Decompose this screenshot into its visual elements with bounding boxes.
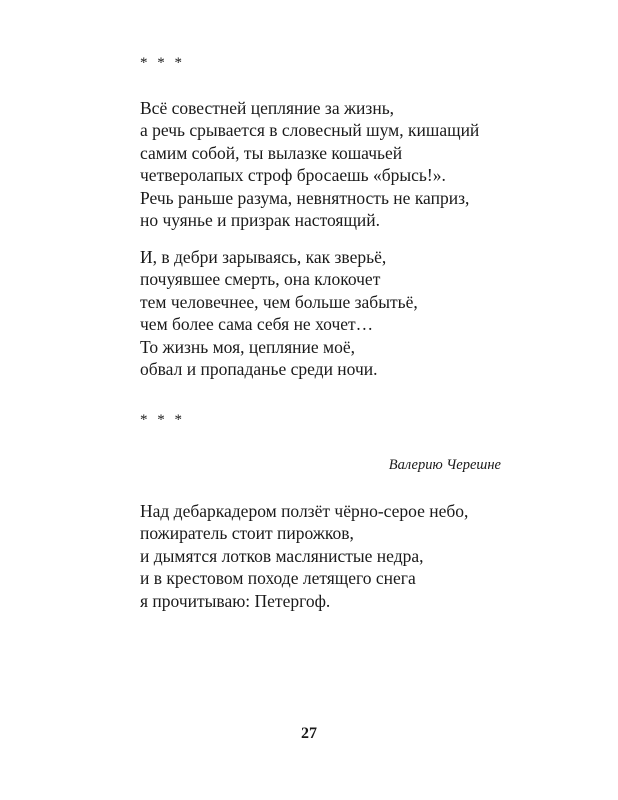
section-separator: * * * [140,55,185,71]
page-number: 27 [301,725,317,742]
poem-line: я прочитываю: Петергоф. [140,590,331,611]
poem-line: а речь срывается в словесный шум, кишащий [140,120,480,141]
poem-line: обвал и пропаданье среди ночи. [140,359,378,380]
poem-line: Речь раньше разума, невнятность не каприз, [140,187,470,208]
poem-line: чем более сама себя не хочет… [140,314,374,335]
poem-line: но чуянье и призрак настоящий. [140,210,381,231]
section-separator: * * * [140,412,185,428]
poem-line: пожиратель стоит пирожков, [140,523,354,544]
poem-line: самим собой, ты вылазке кошачьей [140,142,403,163]
poem-line: четверолапых строф бросаешь «брысь!». [140,165,446,186]
poem-stanza [140,246,418,380]
poem-line: Всё совестней цепляние за жизнь, [140,98,395,118]
poem-dedication: Валерию Черешне [388,457,501,473]
poem-line: почуявшее смерть, она клокочет [140,269,381,290]
poem-line: тем человечнее, чем больше забытьё, [140,291,418,312]
poem-line: и в крестовом походе летящего снега [140,568,416,589]
poem-line: То жизнь моя, цепляние моё, [140,336,355,357]
poem-line: и дымятся лотков маслянистые недра, [140,545,424,566]
poem-line: И, в дебри зарываясь, как зверьё, [140,247,387,267]
poem-line: Над дебаркадером ползёт чёрно-серое небо, [140,501,469,521]
poem-stanza [140,97,479,231]
poem-stanza [140,500,468,612]
